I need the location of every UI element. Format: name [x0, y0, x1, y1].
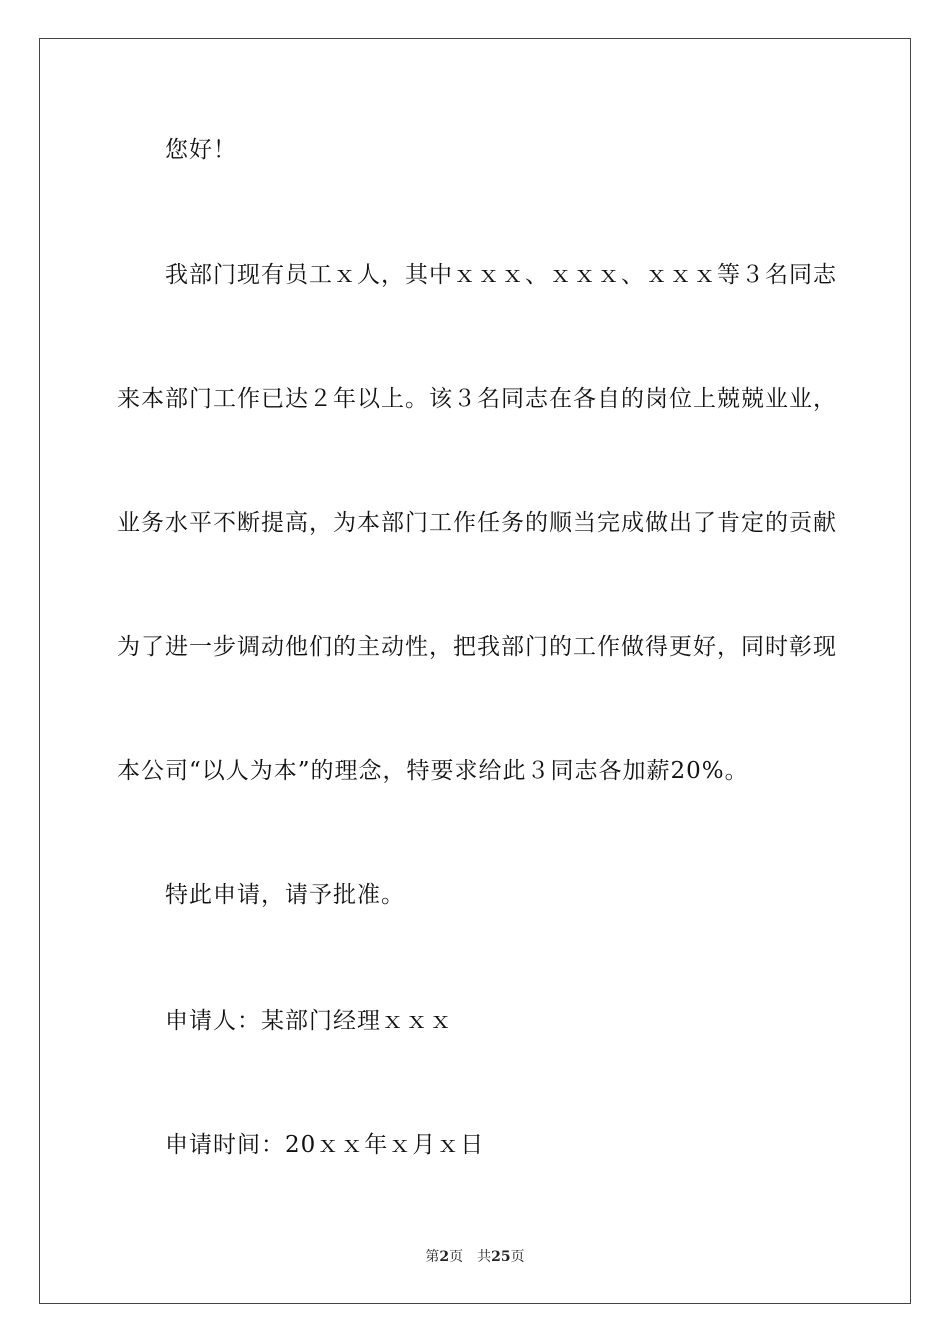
page-border: [39, 38, 911, 1304]
footer-total-suffix: 页: [510, 1249, 525, 1265]
paragraph-line-2: 来本部门工作已达２年以上。该３名同志在各自的岗位上兢兢业业，: [117, 386, 837, 412]
page-footer: [0, 1248, 950, 1266]
footer-total-prefix: 共: [477, 1249, 492, 1265]
paragraph-line-3: 业务水平不断提高，为本部门工作任务的顺当完成做出了肯定的贡献: [117, 510, 837, 536]
paragraph-line-1: 我部门现有员工ｘ人，其中ｘｘｘ、ｘｘｘ、ｘｘｘ等３名同志: [165, 262, 837, 288]
greeting: 您好！: [165, 137, 237, 163]
closing-request: 特此申请，请予批准。: [165, 882, 405, 908]
footer-page-total: 25: [491, 1249, 511, 1265]
paragraph-line-4: 为了进一步调动他们的主动性，把我部门的工作做得更好，同时彰现: [117, 634, 837, 660]
application-date: 申请时间：20ｘｘ年ｘ月ｘ日: [165, 1132, 485, 1158]
paragraph-line-5: 本公司“以人为本”的理念，特要求给此３同志各加薪20%。: [117, 758, 749, 784]
applicant-line: 申请人：某部门经理ｘｘｘ: [165, 1008, 453, 1034]
footer-page-current: 2: [439, 1249, 450, 1265]
footer-page-prefix: 第: [425, 1249, 440, 1265]
footer-page-suffix: 页: [449, 1249, 464, 1265]
